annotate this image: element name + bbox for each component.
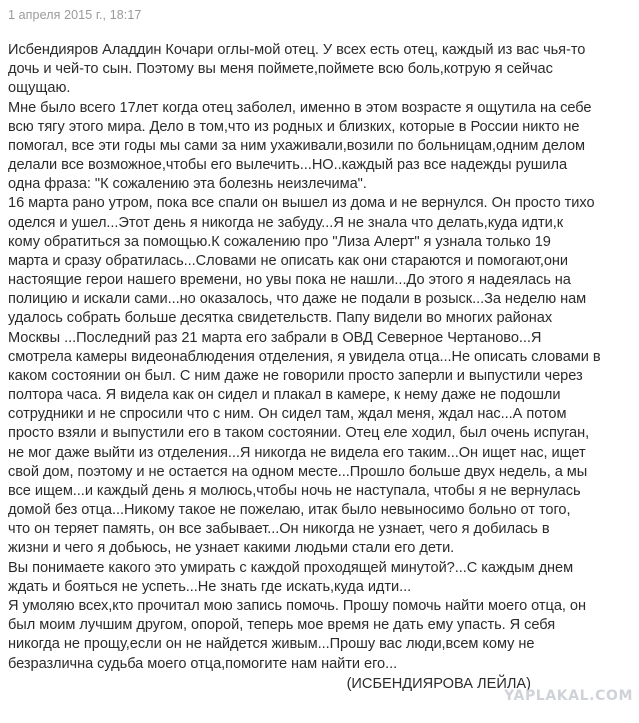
post-line: Мне было всего 17лет когда отец заболел, именно в этом возрасте я ощутила на себе bbox=[8, 99, 592, 116]
post-line: 16 марта рано утром, пока все спали он вышел из дома и не вернулся. Он просто тихо bbox=[8, 195, 595, 212]
post-body bbox=[8, 41, 636, 674]
post-line: удалось собрать больше десятка свидетельств. Папу видели во многих районах bbox=[8, 310, 553, 327]
post-line: каком состоянии он был. С ним даже не говорили просто заперли и выпустили через bbox=[8, 367, 583, 384]
post-line: ощущаю. bbox=[8, 80, 71, 97]
post-line: никогда не прощу,если он не найдется живым...Прошу вас люди,всем кому не bbox=[8, 636, 535, 653]
post-line: оделся и ушел...Этот день я никогда не забуду...Я не знала что делать,куда идти,к bbox=[8, 214, 564, 231]
post-line: все ищем...и каждый день я молюсь,чтобы ночь не наступала, чтобы я не вернулась bbox=[8, 482, 581, 499]
post-line: безразлична судьба моего отца,помогите нам найти его... bbox=[8, 655, 398, 672]
post-line: полицию и искали сами...но оказалось, что даже не подали в розыск...За неделю нам bbox=[8, 291, 587, 308]
post-line: домой без отца...Никому такое не пожелаю, итак было невыносимо больно от того, bbox=[8, 502, 571, 519]
post-line: дочь и чей-то сын. Поэтому вы меня поймете,поймете всю боль,котрую я сейчас bbox=[8, 61, 553, 78]
post-line: помогал, все эти годы мы сами за ним ухаживали,возили по больницам,одним делом bbox=[8, 137, 586, 154]
site-watermark: YAPLAKAL.COM bbox=[504, 688, 633, 704]
post-line: полтора часа. Я видела как он сидел и плакал в камере, к нему даже не подошли bbox=[8, 387, 561, 404]
post-line: что он теряет память, он все забывает...Он никогда не узнает, чего я добилась в bbox=[8, 521, 550, 538]
post-signature: (ИСБЕНДИЯРОВА ЛЕЙЛА) bbox=[346, 676, 531, 692]
post-line: Я умоляю всех,кто прочитал мою запись помочь. Прошу помочь найти моего отца, он bbox=[8, 597, 586, 614]
post-line: Москвы ...Последний раз 21 марта его забрали в ОВД Северное Чертаново...Я bbox=[8, 329, 542, 346]
post-line: делали все возможное,чтобы его вылечить...НО..каждый раз все надежды рушила bbox=[8, 157, 568, 174]
post-line: всю тягу этого мира. Дело в том,что из родных и близких, которые в России никто не bbox=[8, 118, 580, 135]
post-line: настоящие герои нашего времени, но увы пока не нашли...До этого я надеялась на bbox=[8, 272, 571, 289]
post-line: просто взяли и выпустили его в таком состоянии. Отец еле ходил, был очень испуган, bbox=[8, 425, 590, 442]
post-line: свой дом, поэтому и не остается на одном месте...Прошло больше двух недель, а мы bbox=[8, 463, 588, 480]
post-line: марта и сразу обратилась...Словами не описать как они стараются и помогают,они bbox=[8, 252, 568, 269]
post-line: кому обратиться за помощью.К сожалению про "Лиза Алерт" я узнала только 19 bbox=[8, 233, 551, 250]
post-timestamp: 1 апреля 2015 г., 18:17 bbox=[8, 8, 142, 22]
post-line: Исбендияров Аладдин Кочари оглы-мой отец. У всех есть отец, каждый из вас чья-то bbox=[8, 42, 586, 58]
post-line: сотрудники и не спросили что с ним. Он сидел там, ждал меня, ждал нас...А потом bbox=[8, 406, 567, 423]
post-line: был моим лучшим другом, опорой, теперь мое время не дать ему упасть. Я себя bbox=[8, 617, 556, 634]
post-line: Вы понимаете какого это умирать с каждой проходящей минутой?...С каждым днем bbox=[8, 559, 574, 576]
post-line: жизни и чего я добьюсь, не узнает какими людьми стали его дети. bbox=[8, 540, 455, 557]
post-line: смотрела камеры видеонаблюдения отделения, я увидела отца...Не описать словами в bbox=[8, 348, 601, 365]
post-line: не мог даже выйти из отделения...Я никогда не видела его таким...Он ищет нас, ищет bbox=[8, 444, 586, 461]
post-line: ждать и бояться не успеть...Не знать где искать,куда идти... bbox=[8, 578, 412, 595]
post-line: одна фраза: "К сожалению эта болезнь неизлечима". bbox=[8, 176, 367, 193]
